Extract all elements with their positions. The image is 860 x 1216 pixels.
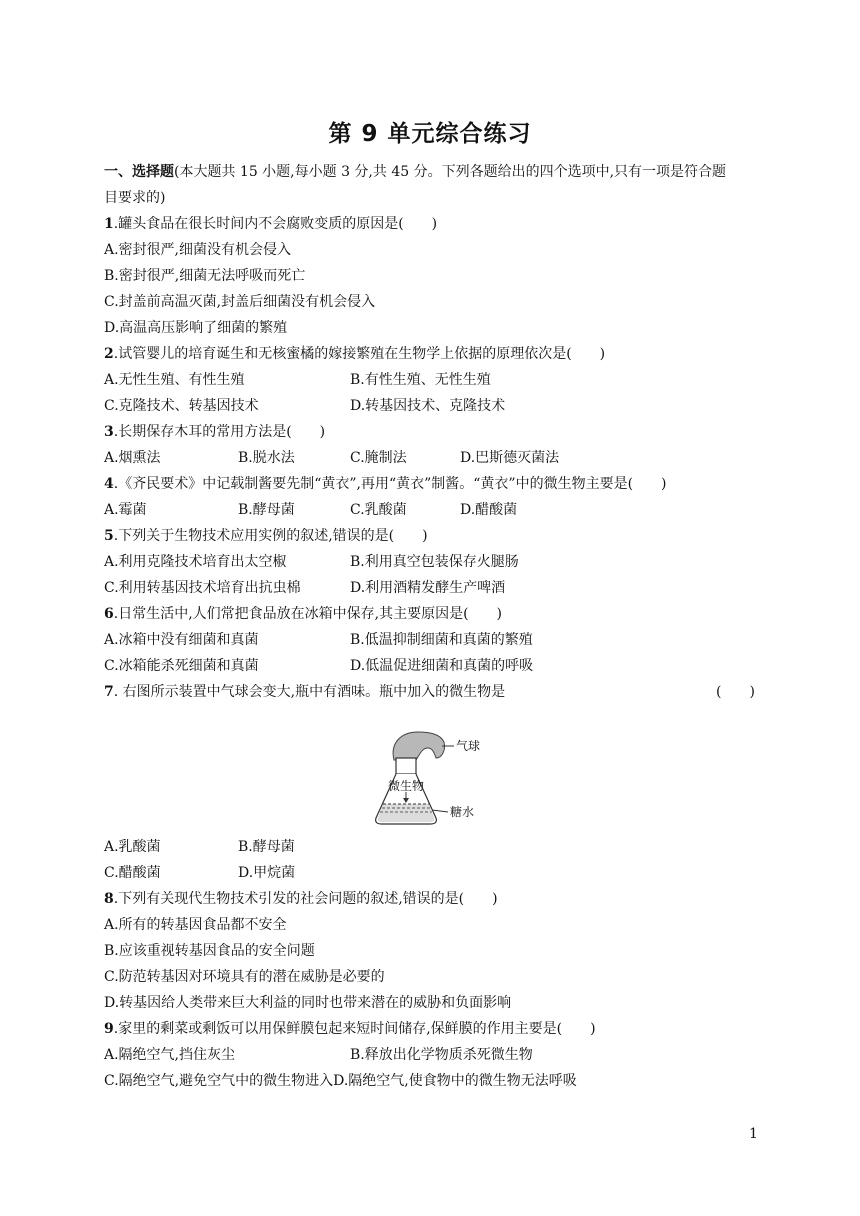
q5-option-b[interactable]: B.利用真空包装保存火腿肠	[350, 554, 519, 570]
q6-options-row-1	[104, 631, 704, 649]
question-5	[104, 527, 428, 545]
sugar-water-label: 糖水	[450, 805, 475, 819]
q4-option-b[interactable]: B.酵母菌	[238, 502, 295, 518]
question-stem: .日常生活中,人们常把食品放在冰箱中保存,其主要原因是( )	[113, 606, 503, 622]
question-number: 1	[104, 216, 114, 232]
page-number: 1	[749, 1126, 758, 1142]
q5-options-row-2	[104, 579, 704, 597]
q8-option-a[interactable]: A.所有的转基因食品都不安全	[104, 917, 287, 933]
q9-option-a[interactable]: A.隔绝空气,挡住灰尘	[104, 1047, 236, 1063]
q9-options-row-2	[104, 1072, 704, 1090]
section-heading	[104, 163, 726, 181]
question-number: 3	[104, 424, 114, 440]
q9-option-d[interactable]: D.隔绝空气,使食物中的微生物无法呼吸	[333, 1073, 577, 1089]
q2-option-d[interactable]: D.转基因技术、克隆技术	[350, 398, 506, 414]
q2-options-row-2	[104, 397, 704, 415]
q2-option-b[interactable]: B.有性生殖、无性生殖	[350, 372, 491, 388]
q6-option-a[interactable]: A.冰箱中没有细菌和真菌	[104, 632, 259, 648]
question-number: 6	[104, 606, 114, 622]
q1-option-d[interactable]: D.高温高压影响了细菌的繁殖	[104, 320, 288, 336]
question-4	[104, 475, 667, 493]
q7-option-d[interactable]: D.甲烷菌	[238, 865, 296, 881]
question-1	[104, 215, 437, 233]
question-number: 5	[104, 528, 114, 544]
q6-option-d[interactable]: D.低温促进细菌和真菌的呼吸	[350, 658, 534, 674]
q1-option-c[interactable]: C.封盖前高温灭菌,封盖后细菌没有机会侵入	[104, 294, 376, 310]
page-title: 第 9 单元综合练习	[328, 121, 532, 147]
question-number: 7	[104, 684, 114, 700]
q9-options-row-1	[104, 1046, 704, 1064]
question-stem: .罐头食品在很长时间内不会腐败变质的原因是( )	[113, 216, 438, 232]
question-9	[104, 1020, 596, 1038]
question-stem: .《齐民要术》中记载制酱要先制“黄衣”,再用“黄衣”制酱。“黄衣”中的微生物主要是( )	[113, 476, 667, 492]
q7-options-row-1	[104, 838, 704, 856]
question-number: 9	[104, 1021, 114, 1037]
question-7	[104, 683, 505, 701]
question-number: 2	[104, 346, 114, 362]
q7-answer-bracket[interactable]: ( )	[716, 684, 755, 700]
microbe-label: 微生物	[388, 779, 425, 793]
question-stem: .试管婴儿的培育诞生和无核蜜橘的嫁接繁殖在生物学上依据的原理依次是( )	[113, 346, 606, 362]
balloon-label: 气球	[456, 739, 481, 753]
q4-option-d[interactable]: D.醋酸菌	[460, 502, 518, 518]
q8-option-b[interactable]: B.应该重视转基因食品的安全问题	[104, 943, 315, 959]
q6-option-c[interactable]: C.冰箱能杀死细菌和真菌	[104, 658, 259, 674]
q5-option-d[interactable]: D.利用酒精发酵生产啤酒	[350, 580, 506, 596]
q3-option-a[interactable]: A.烟熏法	[104, 450, 161, 466]
question-number: 4	[104, 476, 114, 492]
q3-option-c[interactable]: C.腌制法	[350, 450, 407, 466]
q2-options-row-1	[104, 371, 704, 389]
q3-options-row	[104, 449, 704, 467]
question-stem: .下列关于生物技术应用实例的叙述,错误的是( )	[113, 528, 428, 544]
question-2	[104, 345, 605, 363]
section-description-cont: 目要求的)	[104, 190, 166, 206]
q9-option-c[interactable]: C.隔绝空气,避免空气中的微生物进入	[104, 1073, 334, 1089]
q8-option-c[interactable]: C.防范转基因对环境具有的潜在威胁是必要的	[104, 969, 385, 985]
q6-options-row-2	[104, 657, 704, 675]
q5-option-a[interactable]: A.利用克隆技术培育出太空椒	[104, 554, 287, 570]
q2-option-c[interactable]: C.克隆技术、转基因技术	[104, 398, 259, 414]
q7-option-a[interactable]: A.乳酸菌	[104, 839, 161, 855]
q3-option-d[interactable]: D.巴斯德灭菌法	[460, 450, 560, 466]
flask-neck	[396, 758, 416, 774]
q4-option-a[interactable]: A.霉菌	[104, 502, 147, 518]
q1-option-b[interactable]: B.密封很严,细菌无法呼吸而死亡	[104, 268, 306, 284]
q4-option-c[interactable]: C.乳酸菌	[350, 502, 407, 518]
q8-option-d[interactable]: D.转基因给人类带来巨大利益的同时也带来潜在的威胁和负面影响	[104, 995, 512, 1011]
question-8	[104, 890, 498, 908]
balloon-icon	[393, 732, 444, 760]
section-label: 一、选择题	[104, 164, 174, 180]
question-6	[104, 605, 502, 623]
q5-option-c[interactable]: C.利用转基因技术培育出抗虫棉	[104, 580, 301, 596]
q4-options-row	[104, 501, 704, 519]
question-stem: .下列有关现代生物技术引发的社会问题的叙述,错误的是( )	[113, 891, 498, 907]
q7-option-b[interactable]: B.酵母菌	[238, 839, 295, 855]
sugar-water-liquid	[378, 804, 434, 822]
q6-option-b[interactable]: B.低温抑制细菌和真菌的繁殖	[350, 632, 533, 648]
q7-options-row-2	[104, 864, 704, 882]
question-stem: .长期保存木耳的常用方法是( )	[113, 424, 326, 440]
flask-balloon-figure	[370, 728, 500, 832]
question-stem: . 右图所示装置中气球会变大,瓶中有酒味。瓶中加入的微生物是	[113, 684, 506, 700]
question-3	[104, 423, 325, 441]
q9-option-b[interactable]: B.释放出化学物质杀死微生物	[350, 1047, 533, 1063]
q2-option-a[interactable]: A.无性生殖、有性生殖	[104, 372, 245, 388]
question-number: 8	[104, 891, 114, 907]
q3-option-b[interactable]: B.脱水法	[238, 450, 295, 466]
q5-options-row-1	[104, 553, 704, 571]
q7-option-c[interactable]: C.醋酸菌	[104, 865, 161, 881]
section-description: (本大题共 15 小题,每小题 3 分,共 45 分。下列各题给出的四个选项中,只有一项是符合题	[174, 164, 727, 180]
q1-option-a[interactable]: A.密封很严,细菌没有机会侵入	[104, 242, 292, 258]
question-stem: .家里的剩菜或剩饭可以用保鲜膜包起来短时间储存,保鲜膜的作用主要是( )	[113, 1021, 596, 1037]
